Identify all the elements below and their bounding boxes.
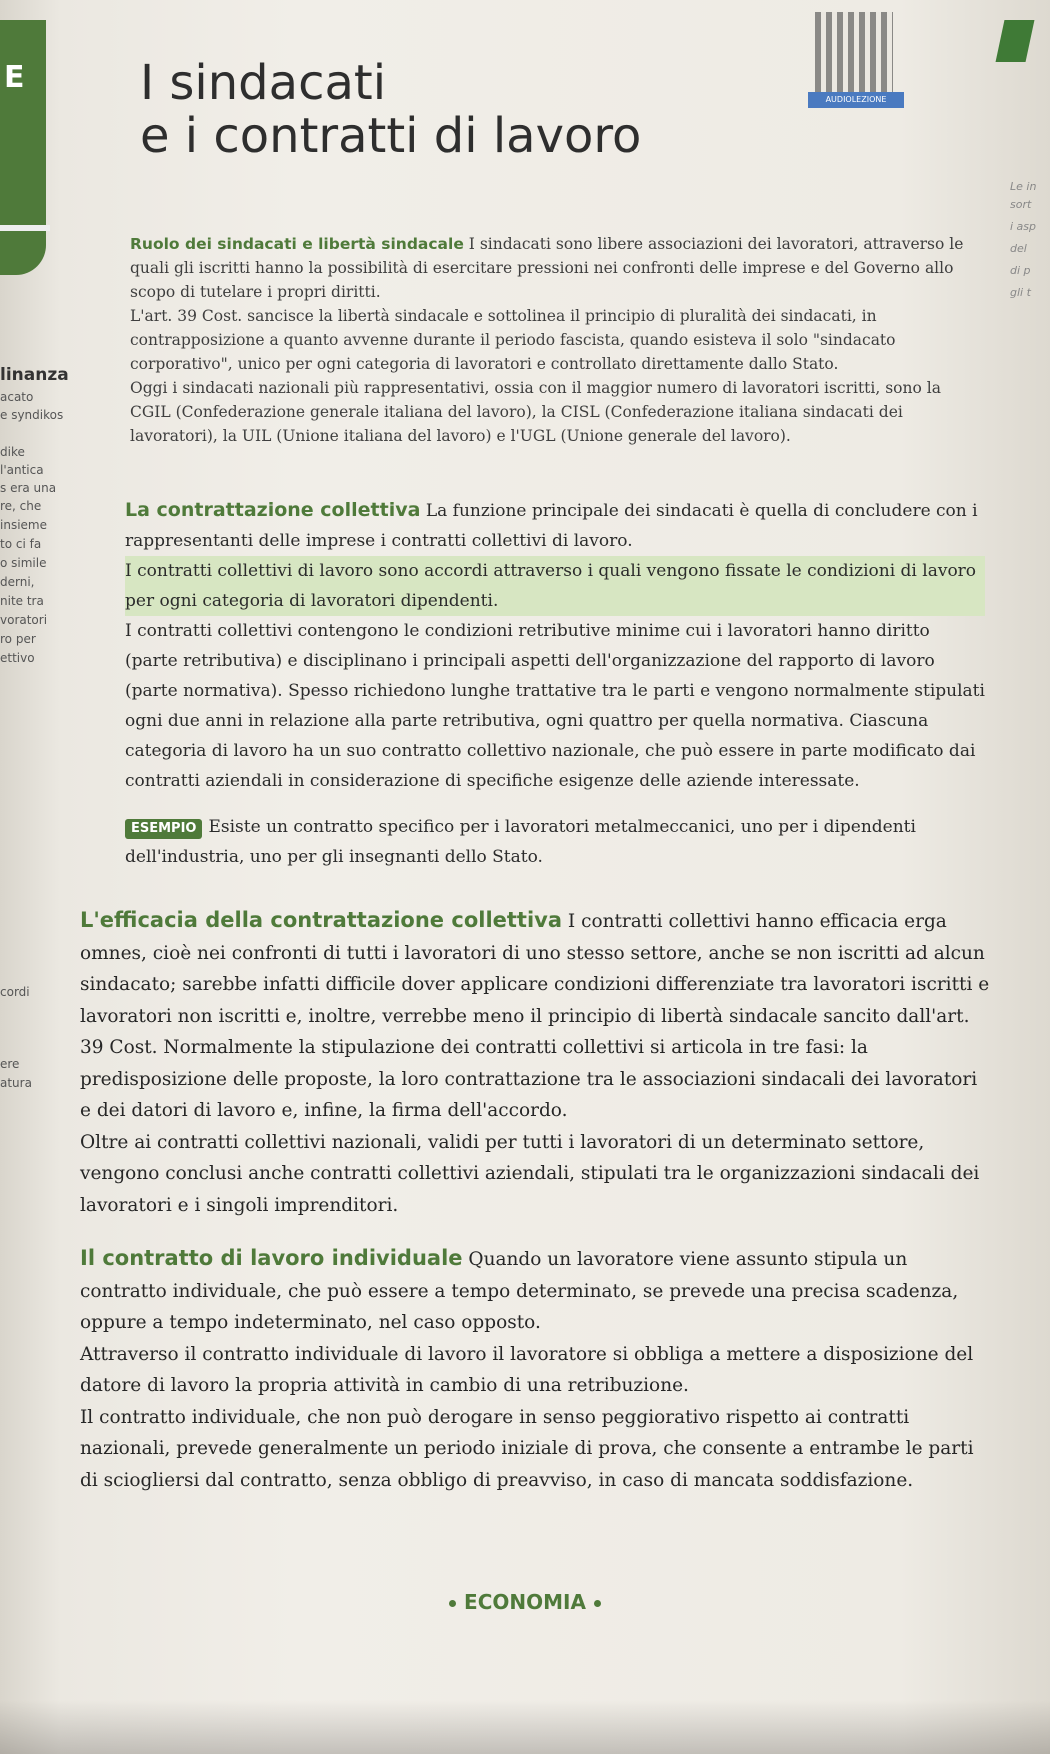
paragraph: L'art. 39 Cost. sancisce la libertà sindacale e sottolinea il principio di pluralità dei sindacati, in contrapposizione a quanto avvenne durante il periodo fascista, quando esisteva il solo "sindacato corporativo", unico per ogni categoria di lavoratori e controllato direttamente dallo Stato.	[130, 307, 896, 373]
glossary-word: atura	[0, 1076, 32, 1090]
glossary-word: o simile	[0, 556, 47, 570]
glossary-word: derni,	[0, 575, 35, 589]
paragraph: I contratti collettivi contengono le condizioni retributive minime cui i lavoratori hanno diritto (parte retributiva) e disciplinano i principali aspetti dell'organizzazione del rapporto di lavoro (parte normativa). Spesso richiedono lunghe trattative tra le parti e vengono normalmente stipulati ogni due anni in relazione alla parte retributiva, ogni quattro per quella normativa. Ciascuna categoria di lavoro ha un suo contratto collettivo nazionale, che può essere in parte modificato dai contratti aziendali in considerazione di specifiche esigenze delle aziende interessate.	[125, 621, 985, 791]
margin-note: di p	[1010, 264, 1031, 277]
page-title-line1: I sindacati	[140, 55, 387, 111]
audiolesson-badge[interactable]: AUDIOLEZIONE	[808, 92, 904, 108]
chapter-number: E	[4, 60, 25, 95]
paragraph	[130, 232, 985, 304]
glossary-word: nite tra	[0, 594, 44, 608]
paragraph	[125, 495, 985, 556]
glossary-word: ere	[0, 1057, 20, 1071]
qr-code-icon[interactable]	[815, 12, 893, 92]
highlighted-definition: I contratti collettivi di lavoro sono accordi attraverso i quali vengono fissate le condizioni di lavoro per ogni categoria di lavoratori dipendenti.	[125, 556, 985, 616]
paragraph-text: I contratti collettivi hanno efficacia erga omnes, cioè nei confronti di tutti i lavoratori di uno stesso settore, anche se non iscritti ad alcun sindacato; sarebbe infatti difficile dover applicare condizioni differenziate tra lavoratori iscritti e lavoratori non iscritti e, inoltre, verrebbe meno il principio di libertà sindacale sancito dall'art. 39 Cost. Normalmente la stipulazione dei contratti collettivi si articola in tre fasi: la predisposizione delle proposte, la loro contrattazione tra le associazioni sindacali dei lavoratori e dei datori di lavoro e, infine, la firma dell'accordo.	[80, 911, 990, 1121]
section-heading: L'efficacia della contrattazione collettiva	[80, 908, 563, 932]
example-badge: ESEMPIO	[125, 819, 202, 839]
left-margin-glossary	[0, 0, 80, 1754]
paragraph-text: La funzione principale dei sindacati è quella di concludere con i rappresentanti delle imprese i contratti collettivi di lavoro.	[125, 501, 978, 551]
section-heading: La contrattazione collettiva	[125, 499, 421, 521]
glossary-word: l'antica	[0, 463, 44, 477]
glossary-word: to ci fa	[0, 537, 42, 551]
section-collective-bargaining	[125, 495, 985, 872]
glossary-word: linanza	[0, 365, 69, 385]
example-text: Esiste un contratto specifico per i lavoratori metalmeccanici, uno per i dipendenti dell'industria, uno per gli insegnanti dello Stato.	[125, 817, 916, 867]
section-heading: Il contratto di lavoro individuale	[80, 1246, 463, 1270]
margin-note: gli t	[1010, 286, 1031, 299]
paragraph: Attraverso il contratto individuale di lavoro il lavoratore si obbliga a mettere a disposizione del datore di lavoro la propria attività in cambio di una retribuzione.	[80, 1343, 974, 1396]
section-trade-unions	[130, 232, 985, 448]
paragraph-text: I sindacati sono libere associazioni dei lavoratori, attraverso le quali gli iscritti hanno la possibilità di esercitare pressioni nei confronti delle imprese e del Governo allo scopo di tutelare i propri diritti.	[130, 235, 964, 301]
glossary-word: re, che	[0, 499, 42, 513]
page-footer	[0, 1590, 1050, 1614]
glossary-word: cordi	[0, 985, 30, 999]
bullet-icon	[594, 1600, 601, 1607]
margin-note: Le in	[1010, 180, 1037, 193]
footer-label: ECONOMIA	[464, 1590, 586, 1614]
margin-note: i asp	[1010, 220, 1037, 233]
glossary-word: e syndikos	[0, 408, 64, 422]
paragraph: Oggi i sindacati nazionali più rappresentativi, ossia con il maggior numero di lavoratori iscritti, sono la CGIL (Confederazione generale italiana del lavoro), la CISL (Confederazione italiana sindacati dei lavoratori), la UIL (Unione italiana del lavoro) e l'UGL (Unione generale del lavoro).	[130, 379, 941, 445]
section-heading: Ruolo dei sindacati e libertà sindacale	[130, 235, 464, 253]
margin-note: sort	[1010, 198, 1032, 211]
page-title-line2: e i contratti di lavoro	[140, 108, 642, 164]
glossary-word: insieme	[0, 518, 47, 532]
page-edge-shadow	[0, 1700, 1050, 1754]
glossary-word: ettivo	[0, 651, 35, 665]
glossary-word: ro per	[0, 632, 36, 646]
paragraph	[80, 905, 990, 1127]
right-margin-notes	[1010, 180, 1050, 510]
section-efficacy-and-individual	[80, 905, 990, 1496]
glossary-word: dike	[0, 445, 25, 459]
margin-note: del	[1010, 242, 1027, 255]
glossary-word: voratori	[0, 613, 48, 627]
paragraph: Il contratto individuale, che non può derogare in senso peggiorativo rispetto ai contratti nazionali, prevede generalmente un periodo iniziale di prova, che consente a entrambe le parti di sciogliersi dal contratto, senza obbligo di preavviso, in caso di mancata soddisfazione.	[80, 1406, 974, 1491]
glossary-word: s era una	[0, 481, 57, 495]
glossary-word: acato	[0, 390, 34, 404]
paragraph	[80, 1243, 990, 1339]
bullet-icon	[449, 1600, 456, 1607]
paragraph-text: Quando un lavoratore viene assunto stipula un contratto individuale, che può essere a tempo determinato, se prevede una precisa scadenza, oppure a tempo indeterminato, nel caso opposto.	[80, 1249, 959, 1333]
paragraph: Oltre ai contratti collettivi nazionali, validi per tutti i lavoratori di un determinato settore, vengono conclusi anche contratti collettivi aziendali, stipulati tra le organizzazioni sindacali dei lavoratori e i singoli imprenditori.	[80, 1131, 980, 1216]
example-box	[125, 812, 985, 872]
